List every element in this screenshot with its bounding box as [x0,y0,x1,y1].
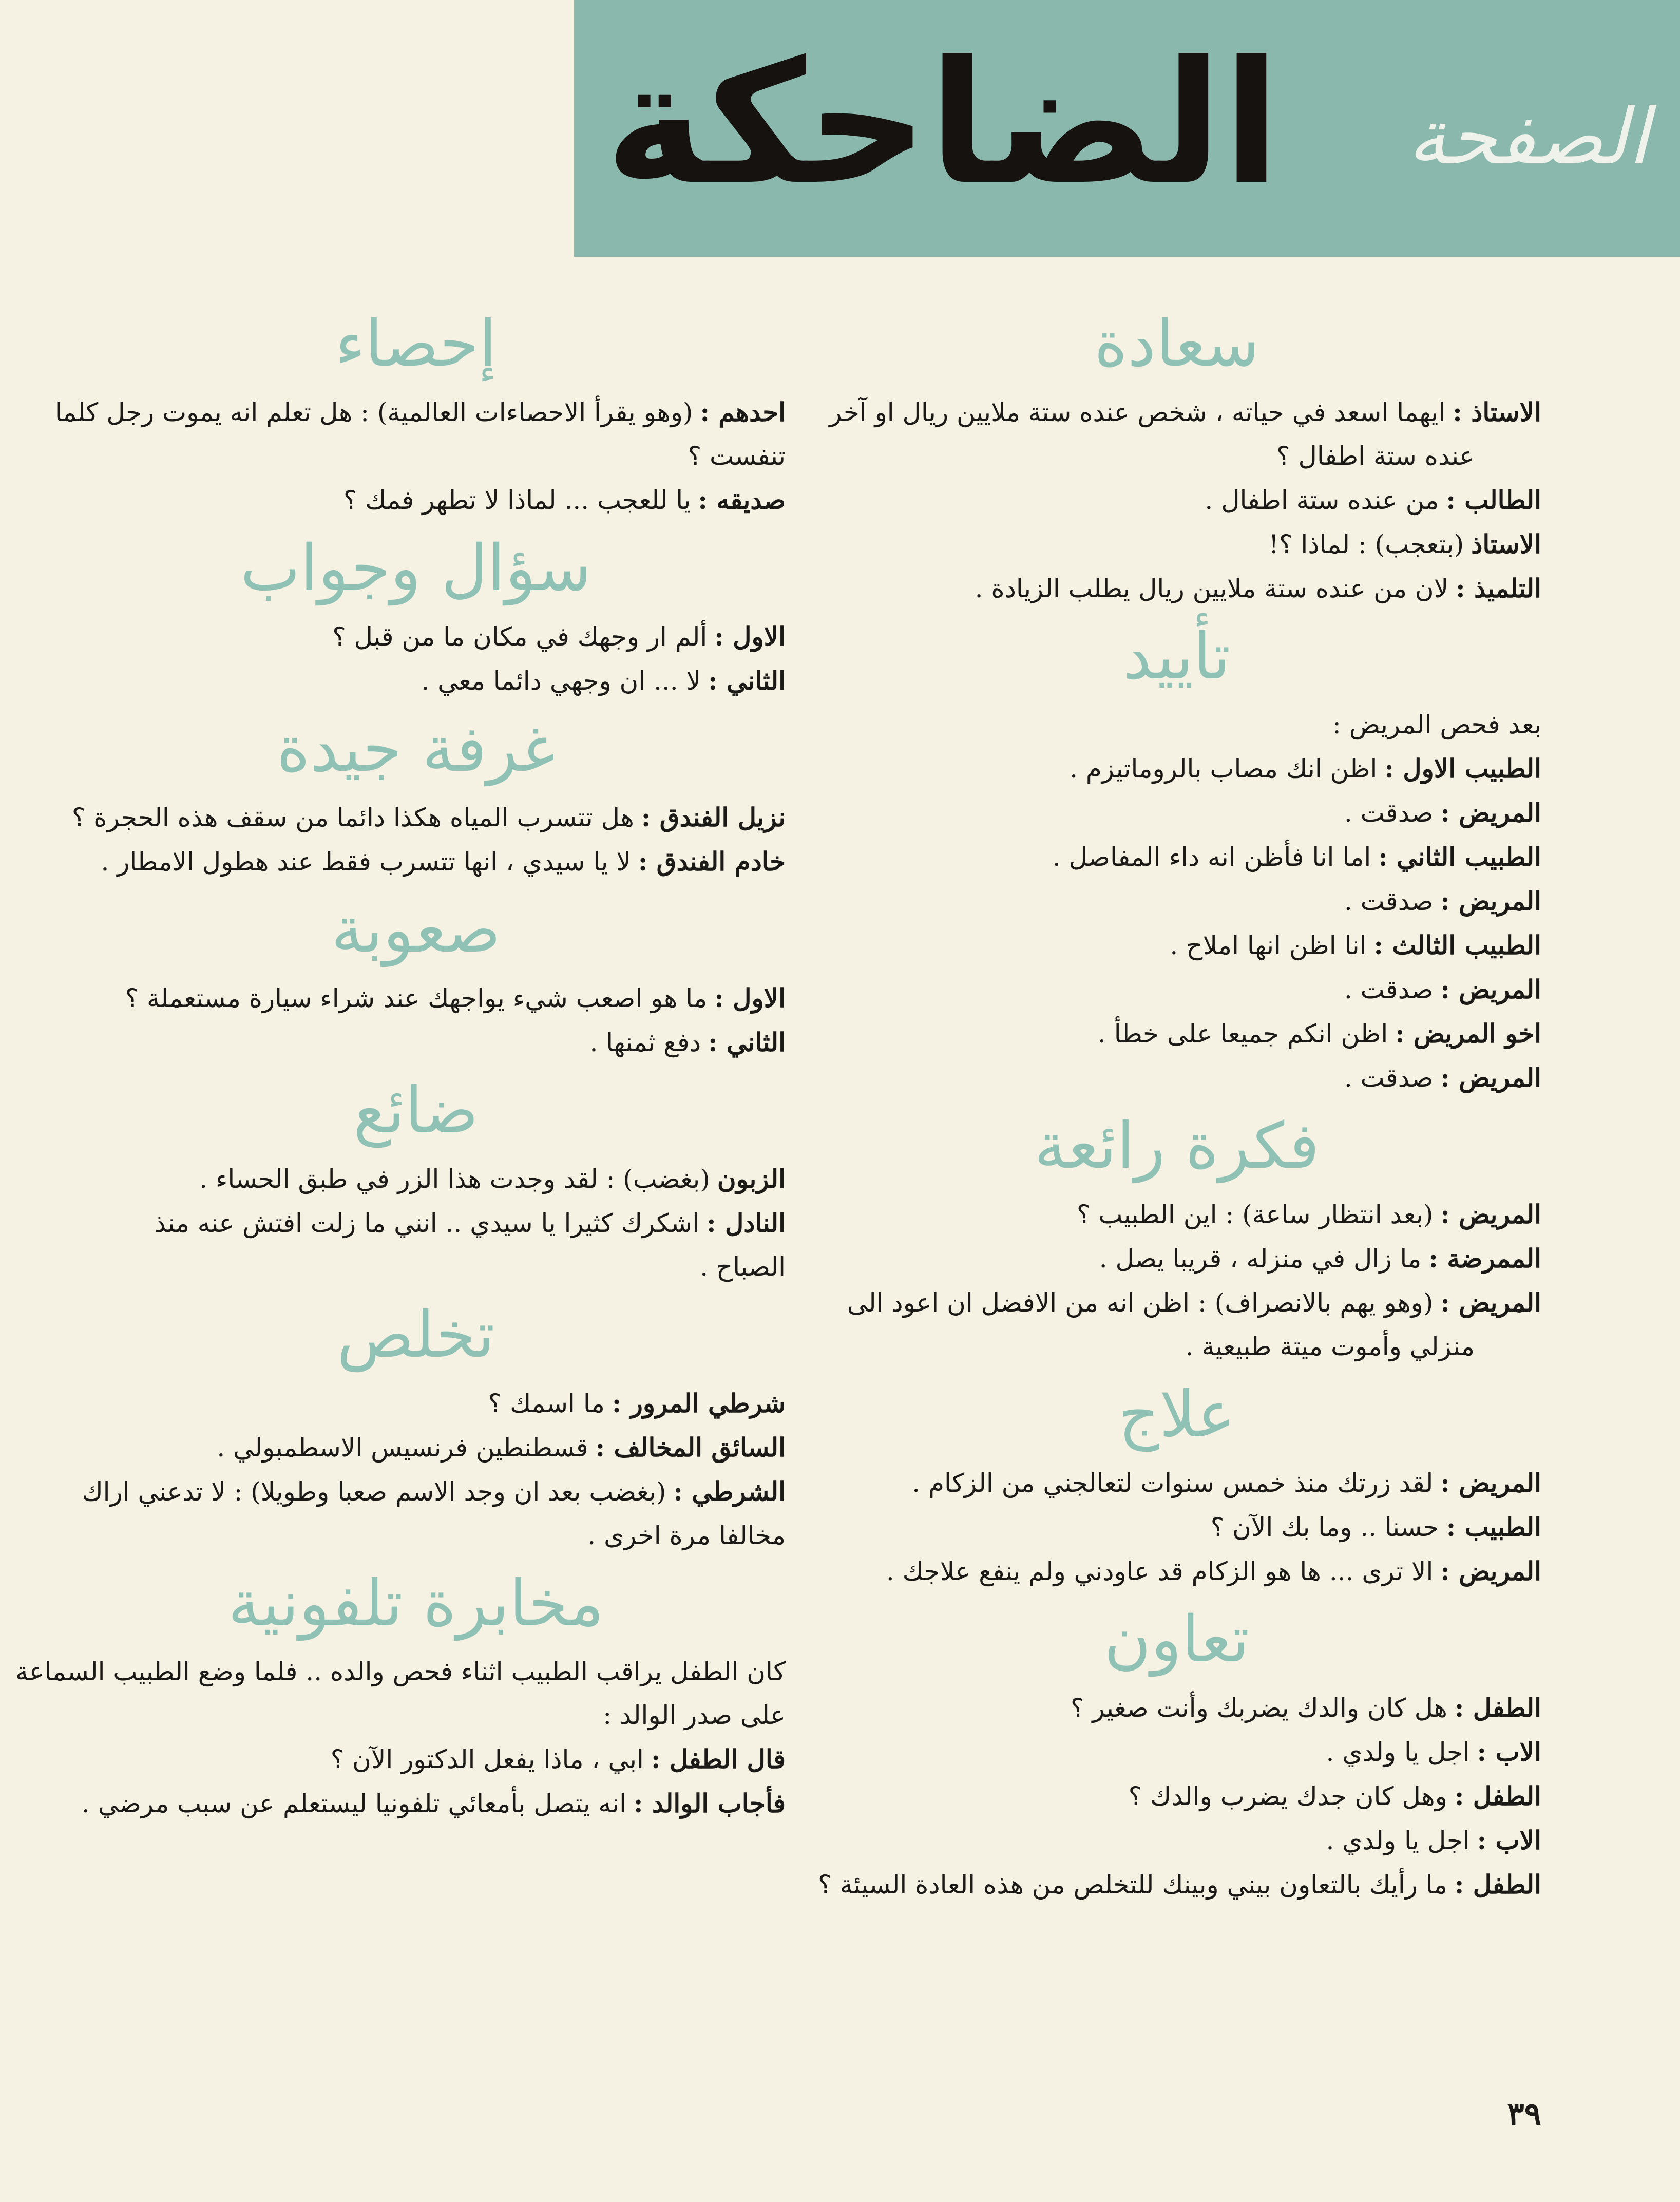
line-text: لقد زرتك منذ خمس سنوات لتعالجني من الزكام . [912,1468,1434,1498]
dialogue-line [46,390,786,434]
line-text: (بتعجب) : لماذا ؟! [1268,529,1464,559]
joke-section [812,298,1541,611]
dialogue-line [812,1863,1541,1907]
dialogue-line [46,1157,786,1201]
dialogue-line [812,390,1541,434]
section-heading: مخابرة تلفونية [227,1567,604,1641]
speaker-label: الطالب : [1446,485,1541,515]
line-text: اظن انك مصاب بالروماتيزم . [1070,754,1378,784]
section-heading: تخلص [337,1298,495,1372]
dialogue-line [812,835,1541,879]
dialogue-line [46,1781,786,1826]
joke-section [812,611,1541,1100]
line-text: ألم ار وجهك في مكان ما من قبل ؟ [332,622,708,652]
page-number: ٣٩ [1507,2095,1541,2133]
line-text: تنفست ؟ [688,441,786,471]
section-heading: إحصاء [335,307,497,381]
speaker-label: الاول : [714,621,786,652]
speaker-label: الطبيب : [1446,1512,1541,1542]
dialogue-line [812,1549,1541,1593]
speaker-label: الطبيب الثاني : [1378,842,1541,872]
speaker-label: اخو المريض : [1395,1018,1541,1049]
line-text: اجل يا ولدي . [1326,1737,1470,1767]
banner-subtitle: الصفحة [1407,92,1649,182]
line-text: حسنا .. وما بك الآن ؟ [1210,1512,1439,1542]
section-heading: صعوبة [331,893,501,967]
line-text: الا ترى ... ها هو الزكام قد عاودني ولم ينفع علاجك . [886,1556,1434,1586]
line-text: قسطنطين فرنسيس الاسطمبولي . [217,1433,588,1463]
dialogue-line [812,1192,1541,1237]
speaker-label: الطفل : [1454,1869,1541,1900]
dialogue-line [812,1012,1541,1056]
line-text: اما انا فأظن انه داء المفاصل . [1052,842,1371,872]
line-text: ايهما اسعد في حياته ، شخص عنده ستة ملايين ريال او آخر [829,397,1446,427]
dialogue-line [46,1020,786,1065]
dialogue-line [812,1818,1541,1863]
dialogue-line [812,566,1541,611]
line-text: (وهو يقرأ الاحصاءات العالمية) : هل تعلم انه يموت رجل كلما [54,397,693,427]
dialogue-line [812,1774,1541,1818]
speaker-label: الاول : [714,983,786,1013]
dialogue-line [46,840,786,884]
dialogue-line [812,522,1541,566]
speaker-label: السائق المخالف : [595,1432,786,1463]
speaker-label: فأجاب الوالد : [634,1788,786,1818]
speaker-label: خادم الفندق : [638,846,786,877]
dialogue-line [46,976,786,1020]
dialogue-line [46,1694,786,1737]
dialogue-line [46,1381,786,1426]
dialogue-line [46,1470,786,1514]
line-text: ما اسمك ؟ [488,1389,605,1418]
dialogue-line [812,1461,1541,1505]
section-heading: سؤال وجواب [240,531,591,605]
joke-section [812,1369,1541,1593]
line-text: (بغضب بعد ان وجد الاسم صعبا وطويلا) : لا تدعني اراك [82,1477,666,1507]
speaker-label: الاستاذ [1471,529,1541,559]
speaker-label: نزيل الفندق : [641,802,786,832]
dialogue-line [46,1426,786,1470]
line-text: منزلي وأموت ميتة طبيعية . [1185,1332,1475,1361]
speaker-label: التلميذ : [1456,573,1541,603]
speaker-label: المريض : [1440,974,1541,1004]
dialogue-line [812,923,1541,967]
line-text: على صدر الوالد : [603,1700,786,1730]
speaker-label: المريض : [1440,1287,1541,1318]
dialogue-line [812,478,1541,522]
speaker-label: الاستاذ : [1453,397,1541,427]
section-heading: غرفة جيدة [276,712,556,786]
speaker-label: المريض : [1440,1062,1541,1093]
line-text: دفع ثمنها . [589,1028,701,1057]
line-text: (وهو يهم بالانصراف) : اظن انه من الافضل ان اعود الى [847,1288,1434,1318]
line-text: لا ... ان وجهي دائما معي . [421,666,701,696]
joke-section [46,1065,786,1289]
line-text: انه يتصل بأمعائي تلفونيا ليستعلم عن سبب مرضي . [82,1789,627,1818]
line-text: هل تتسرب المياه هكذا دائما من سقف هذه الحجرة ؟ [71,803,634,832]
speaker-label: الثاني : [708,666,786,696]
dialogue-line [812,747,1541,791]
section-heading: تأييد [1123,620,1231,694]
speaker-label: الزبون [717,1164,786,1194]
dialogue-line [812,791,1541,835]
line-text: لا يا سيدي ، انها تتسرب فقط عند هطول الامطار . [101,847,631,877]
dialogue-line [46,1245,786,1289]
line-text: يا للعجب ... لماذا لا تطهر فمك ؟ [343,485,691,515]
left-column [15,298,786,1826]
line-text: صدقت . [1344,798,1434,828]
speaker-label: صديقه : [698,485,786,515]
line-text: صدقت . [1344,886,1434,916]
dialogue-line [46,795,786,840]
dialogue-line [812,1237,1541,1281]
joke-section [46,1289,786,1558]
speaker-label: الاب : [1477,1825,1541,1855]
dialogue-line [812,879,1541,923]
dialogue-line [15,1650,786,1694]
line-text: اظن انكم جميعا على خطأ . [1098,1019,1388,1049]
line-text: هل كان والدك يضربك وأنت صغير ؟ [1070,1693,1447,1723]
line-text: مخالفا مرة اخرى . [587,1521,786,1550]
dialogue-line [812,1325,1541,1369]
speaker-label: الطبيب الثالث : [1373,930,1541,960]
speaker-label: شرطي المرور : [612,1388,786,1418]
dialogue-line [812,967,1541,1012]
line-text: (بعد انتظار ساعة) : اين الطبيب ؟ [1076,1200,1434,1229]
line-text: ابي ، ماذا يفعل الدكتور الآن ؟ [330,1744,644,1774]
dialogue-line [46,434,786,478]
dialogue-line [812,1056,1541,1100]
line-text: عنده ستة اطفال ؟ [1276,441,1475,471]
section-heading: ضائع [353,1074,479,1148]
joke-section [15,1558,786,1826]
line-text: انا اظن انها املاح . [1170,931,1367,960]
right-column [812,298,1541,1907]
section-heading: فكرة رائعة [1034,1109,1320,1183]
line-text: ما هو اصعب شيء يواجهك عند شراء سيارة مستعملة ؟ [125,983,708,1013]
speaker-label: الثاني : [708,1027,786,1057]
speaker-label: احدهم : [700,397,786,427]
section-heading: سعادة [1094,307,1259,381]
speaker-label: قال الطفل : [651,1744,786,1774]
speaker-label: المريض : [1440,1468,1541,1498]
joke-section [46,522,786,703]
joke-section [812,1100,1541,1369]
line-text: صدقت . [1344,975,1434,1004]
speaker-label: الممرضة : [1428,1243,1541,1274]
dialogue-line [812,1281,1541,1325]
dialogue-line [812,1505,1541,1549]
line-text: الصباح . [700,1252,786,1282]
section-heading: تعاون [1104,1603,1250,1677]
page-banner [574,0,1680,257]
banner-title: الضاحكة [605,25,1281,222]
dialogue-line [46,478,786,522]
line-text: كان الطفل يراقب الطبيب اثناء فحص والده .. فلما وضع الطبيب السماعة [15,1657,786,1686]
joke-section [46,298,786,522]
speaker-label: الشرطي : [673,1476,786,1507]
dialogue-line [812,1686,1541,1730]
line-text: اجل يا ولدي . [1326,1826,1470,1855]
line-text: وهل كان جدك يضرب والدك ؟ [1128,1781,1447,1811]
line-text: اشكرك كثيرا يا سيدي .. انني ما زلت افتش عنه منذ [154,1208,700,1238]
joke-section [46,884,786,1065]
line-text: (بغضب) : لقد وجدت هذا الزر في طبق الحساء . [199,1164,710,1194]
speaker-label: الاب : [1477,1737,1541,1767]
speaker-label: النادل : [707,1208,786,1238]
speaker-label: المريض : [1440,1199,1541,1229]
speaker-label: الطبيب الاول : [1384,753,1541,784]
speaker-label: الطفل : [1454,1693,1541,1723]
speaker-label: المريض : [1440,1556,1541,1586]
speaker-label: الطفل : [1454,1781,1541,1811]
dialogue-line [46,1514,786,1558]
joke-section [46,703,786,884]
dialogue-line [46,659,786,703]
section-heading: علاج [1118,1378,1236,1452]
dialogue-line [46,1737,786,1781]
speaker-label: المريض : [1440,798,1541,828]
line-text: لان من عنده ستة ملايين ريال يطلب الزيادة . [975,574,1449,603]
dialogue-line [812,703,1541,747]
speaker-label: المريض : [1440,886,1541,916]
dialogue-line [812,1730,1541,1774]
line-text: ما رأيك بالتعاون بيني وبينك للتخلص من هذه العادة السيئة ؟ [818,1870,1447,1900]
dialogue-line [46,615,786,659]
line-text: صدقت . [1344,1063,1434,1093]
dialogue-line [46,1201,786,1245]
dialogue-line [812,434,1541,478]
line-text: ما زال في منزله ، قريبا يصل . [1099,1244,1422,1274]
line-text: من عنده ستة اطفال . [1205,485,1439,515]
joke-section [812,1593,1541,1907]
line-text: بعد فحص المريض : [1332,710,1541,739]
